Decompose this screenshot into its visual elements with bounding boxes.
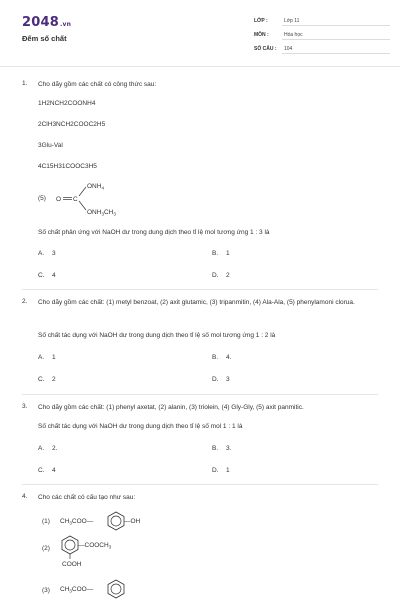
question-prompt: Số chất tác dụng với NaOH dư trong dung dịch theo tỉ lệ số mol tương ứng 1 : 2 là [38, 332, 276, 339]
answer-option-c[interactable]: C. 4 [38, 272, 56, 279]
question-number: 2. [22, 298, 28, 305]
meta-value: Lớp 11 [282, 16, 390, 26]
question-stem: Cho các chất có cấu tạo như sau: [38, 494, 136, 501]
divider [22, 289, 378, 290]
page-title: Đếm số chất [22, 34, 67, 43]
atom-o: O [56, 196, 62, 203]
answer-option-a[interactable]: A. 1 [38, 354, 56, 361]
page-header [0, 0, 400, 67]
formula-item: 2ClH3NCH2COOC2H5 [38, 121, 106, 128]
hydroxyl-group: —OH [124, 518, 141, 525]
benzene-ring-icon [62, 536, 78, 554]
question-number: 3. [22, 403, 28, 410]
answer-option-a[interactable]: A. 2. [38, 445, 58, 452]
brand-name: 2048 [22, 15, 59, 30]
structure-1 [58, 509, 148, 531]
answer-option-b[interactable]: B. 3. [212, 445, 232, 452]
benzene-ring-icon [108, 512, 124, 530]
atom-c: C [73, 196, 78, 203]
divider [22, 394, 378, 395]
question-stem: Cho dãy gồm các chất có công thức sau: [38, 81, 157, 88]
meta-label: SỐ CÂU : [254, 46, 277, 52]
question-number: 1. [22, 80, 28, 87]
meta-label: MÔN : [254, 32, 269, 38]
formula-item: 3Glu-Val [38, 142, 63, 149]
ester-group: $—COOCH_3$ [78, 542, 112, 550]
meta-value: Hóa học [282, 30, 390, 40]
answer-option-d[interactable]: D. 1 [212, 467, 230, 474]
structure-3 [58, 577, 148, 599]
top-group: $ONH_4$ [87, 183, 104, 191]
structure-2 [58, 533, 148, 569]
oxalate-structure [52, 178, 142, 218]
brand-tld: .vn [59, 21, 72, 28]
benzene-ring-icon [108, 580, 124, 598]
answer-option-b[interactable]: B. 4. [212, 354, 232, 361]
brand-logo[interactable] [22, 15, 71, 30]
divider [22, 484, 378, 485]
bond-down [79, 201, 86, 210]
aromatic-circle [65, 540, 75, 550]
question-number: 4. [22, 493, 28, 500]
structure-label: (2) [42, 545, 50, 552]
meta-label: LỚP : [254, 18, 268, 24]
acetate-group: $CH_3COO—$ [60, 518, 94, 526]
question-prompt: Số chất tác dụng với NaOH dư trong dung dịch theo tỉ lệ số mol 1 : 1 là [38, 423, 243, 430]
aromatic-circle [111, 584, 121, 594]
bond-up [79, 187, 86, 196]
formula-item: 4C15H31COOC3H5 [38, 163, 97, 170]
answer-option-d[interactable]: D. 2 [212, 272, 230, 279]
structure-label: (1) [42, 518, 50, 525]
aromatic-circle [111, 516, 121, 526]
answer-option-a[interactable]: A. 3 [38, 250, 56, 257]
bottom-group: $ONH_3CH_3$ [87, 209, 116, 217]
formula-item-label: (5) [38, 195, 46, 202]
formula-item: 1H2NCH2COONH4 [38, 100, 96, 107]
question-prompt: Số chất phản ứng với NaOH dư trong dung dịch theo tỉ lệ mol tương ứng 1 : 3 là [38, 229, 270, 236]
carboxyl-group: COOH [62, 561, 82, 568]
acetate-group: $CH_3COO—$ [60, 586, 94, 594]
question-stem: Cho dãy gồm các chất: (1) phenyl axetat, (2) alanin, (3) triolein, (4) Gly-Gly, (5) axit panmitic. [38, 404, 304, 411]
question-stem: Cho dãy gồm các chất: (1) metyl benzoat, (2) axit glutamic, (3) tripanmitin, (4) Ala-Ala, (5) phenylamoni clorua. [38, 299, 355, 306]
answer-option-c[interactable]: C. 4 [38, 467, 56, 474]
meta-value: 104 [282, 44, 390, 54]
answer-option-b[interactable]: B. 1 [212, 250, 230, 257]
answer-option-d[interactable]: D. 3 [212, 376, 230, 383]
structure-label: (3) [42, 587, 50, 594]
answer-option-c[interactable]: C. 2 [38, 376, 56, 383]
